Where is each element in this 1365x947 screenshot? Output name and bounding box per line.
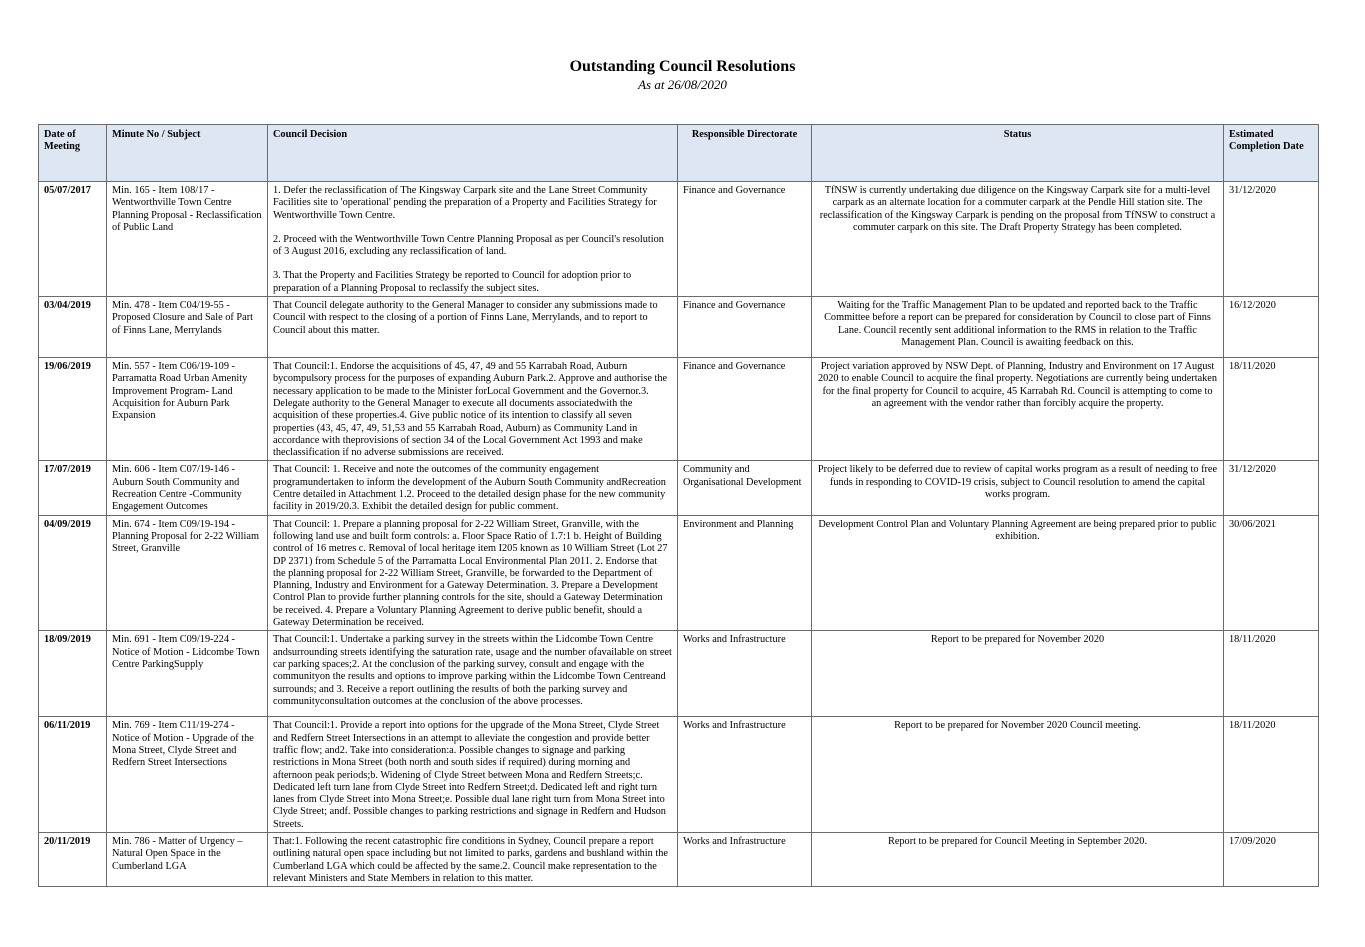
- cell-completion: 18/11/2020: [1224, 358, 1319, 461]
- cell-completion: 31/12/2020: [1224, 182, 1319, 297]
- cell-decision: That Council: 1. Prepare a planning proposal for 2-22 William Street, Granville, with the following land use and built form controls: a. Floor Space Ratio of 1.7:1 b. Height of Building control of 16 metres c. Removal of local heritage item I205 known as 10 William Street (Lot 27 DP 2371) from Schedule 5 of the Parramatta Local Environmental Plan 2011. 2. Endorse that the planning proposal for 2-22 William Street, Granville, be forwarded to the Department of Planning, Industry and Environment for a Gateway Determination. 3. Prepare a Development Control Plan to provide further planning controls for the site, should a Gateway Determination be received. 4. Prepare a Voluntary Planning Agreement to derive public benefit, should a Gateway Determination be received.: [268, 515, 678, 631]
- cell-date: 17/07/2019: [39, 461, 107, 515]
- table-row: [39, 832, 1319, 886]
- cell-completion: 16/12/2020: [1224, 297, 1319, 358]
- cell-completion: 18/11/2020: [1224, 631, 1319, 717]
- cell-decision: That Council:1. Endorse the acquisitions of 45, 47, 49 and 55 Karrabah Road, Auburn bycompulsory process for the purposes of expanding Auburn Park.2. Approve and authorise the necessary application to be made to the Minister forLocal Government and the Governor.3. Delegate authority to the General Manager to execute all documents associatedwith the acquisition of these properties.4. Give public notice of its intention to classify all seven properties (43, 45, 47, 49, 51,53 and 55 Karrabah Road, Auburn) as Community Land in accordance with theprovisions of section 34 of the Local Government Act 1993 and make theclassification if no adverse submissions are received.: [268, 358, 678, 461]
- page-subtitle: As at 26/08/2020: [638, 77, 727, 92]
- cell-completion: 31/12/2020: [1224, 461, 1319, 515]
- cell-completion: 17/09/2020: [1224, 832, 1319, 886]
- cell-subject: Min. 557 - Item C06/19-109 - Parramatta Road Urban Amenity Improvement Program- Land Acquisition for Auburn Park Expansion: [107, 358, 268, 461]
- header-date: Date of Meeting: [39, 125, 107, 182]
- cell-directorate: Environment and Planning: [678, 515, 812, 631]
- table-row: [39, 358, 1319, 461]
- cell-decision: That Council:1. Undertake a parking survey in the streets within the Lidcombe Town Centre andsurrounding streets identifying the saturation rate, usage and the number ofavailable on street car parking spaces;2. At the conclusion of the parking survey, consult and engage with the communityon the results and options to improve parking within the Lidcombe Town Centreand surrounds; and 3. Receive a report outlining the results of both the parking survey and communityconsultation outcomes at the conclusion of the above processes.: [268, 631, 678, 717]
- cell-directorate: Community and Organisational Development: [678, 461, 812, 515]
- cell-status: TfNSW is currently undertaking due diligence on the Kingsway Carpark site for a multi-level carpark as an alternate location for a commuter carpark at the Pendle Hill station site. The reclassification of the Kingsway Carpark is pending on the proposal from TfNSW to construct a commuter carpark on this site. The Draft Property Strategy has been completed.: [812, 182, 1224, 297]
- header-subject: Minute No / Subject: [107, 125, 268, 182]
- cell-date: 06/11/2019: [39, 717, 107, 833]
- table-header-row: [39, 125, 1319, 182]
- cell-subject: Min. 674 - Item C09/19-194 - Planning Proposal for 2-22 William Street, Granville: [107, 515, 268, 631]
- cell-directorate: Works and Infrastructure: [678, 631, 812, 717]
- page-title: Outstanding Council Resolutions: [569, 58, 796, 75]
- decision-paragraph: 1. Defer the reclassification of The Kingsway Carpark site and the Lane Street Community Facilities site to 'operational' pending the preparation of a Property and Facilities Strategy for Wentworthville Town Centre.: [273, 185, 657, 221]
- decision-paragraph: 3. That the Property and Facilities Strategy be reported to Council for adoption prior to preparation of a Planning Proposal to reclassify the subject sites.: [273, 270, 632, 294]
- decision-paragraph: 2. Proceed with the Wentworthville Town Centre Planning Proposal as per Council's resolution of 3 August 2016, excluding any reclassification of land.: [273, 233, 664, 258]
- cell-status: Report to be prepared for Council Meeting in September 2020.: [812, 832, 1224, 886]
- cell-status: Project likely to be deferred due to review of capital works program as a result of needing to free funds in responding to COVID-19 crisis, subject to Council resolution to amend the capital works program.: [812, 461, 1224, 515]
- table-row: [39, 631, 1319, 717]
- cell-status: Project variation approved by NSW Dept. of Planning, Industry and Environment on 17 August 2020 to enable Council to acquire the final property. Negotiations are currently being undertaken for the final property for Council to acquire, 45 Karrabah Rd. Council is attempting to come to an agreement with the vendor rather than forcibly acquire the property.: [812, 358, 1224, 461]
- cell-date: 18/09/2019: [39, 631, 107, 717]
- cell-status: Development Control Plan and Voluntary Planning Agreement are being prepared prior to public exhibition.: [812, 515, 1224, 631]
- cell-decision: That:1. Following the recent catastrophic fire conditions in Sydney, Council prepare a report outlining natural open space including but not limited to parks, gardens and bushland within the Cumberland LGA which could be affected by the same.2. Council make representation to the relevant Ministers and State Members in relation to this matter.: [268, 832, 678, 886]
- resolutions-table: [38, 124, 1319, 887]
- cell-status: Report to be prepared for November 2020 Council meeting.: [812, 717, 1224, 833]
- cell-decision: That Council:1. Provide a report into options for the upgrade of the Mona Street, Clyde Street and Redfern Street Intersections in an attempt to alleviate the congestion and provide better traffic flow; and2. Take into consideration:a. Possible changes to signage and parking restrictions in Mona Street (both north and south sides if required) during morning and afternoon peak periods;b. Widening of Clyde Street between Mona and Redfern Streets;c. Dedicated left turn lane from Clyde Street into Redfern Street;d. Dedicated left and right turn lanes from Clyde Street into Mona Street;e. Possible dual lane right turn from Mona Street into Clyde Street; andf. Possible changes to parking restrictions and signage in Redfern and Hudson Streets.: [268, 717, 678, 833]
- header-decision: Council Decision: [268, 125, 678, 182]
- table-row: [39, 297, 1319, 358]
- table-row: [39, 461, 1319, 515]
- cell-completion: 18/11/2020: [1224, 717, 1319, 833]
- cell-date: 20/11/2019: [39, 832, 107, 886]
- cell-directorate: Finance and Governance: [678, 358, 812, 461]
- cell-date: 05/07/2017: [39, 182, 107, 297]
- cell-status: Waiting for the Traffic Management Plan to be updated and reported back to the Traffic Committee before a report can be prepared for consideration by Council to close part of Finns Lane. Council recently sent additional information to the RMS in relation to the Traffic Management Plan. Council is awaiting feedback on this.: [812, 297, 1224, 358]
- table-row: [39, 182, 1319, 297]
- table-row: [39, 515, 1319, 631]
- cell-decision: [268, 182, 678, 297]
- cell-subject: Min. 769 - Item C11/19-274 - Notice of Motion - Upgrade of the Mona Street, Clyde Street and Redfern Street Intersections: [107, 717, 268, 833]
- cell-directorate: Works and Infrastructure: [678, 717, 812, 833]
- cell-subject: Min. 786 - Matter of Urgency – Natural Open Space in the Cumberland LGA: [107, 832, 268, 886]
- cell-date: 19/06/2019: [39, 358, 107, 461]
- cell-subject: Min. 165 - Item 108/17 - Wentworthville Town Centre Planning Proposal - Reclassification of Public Land: [107, 182, 268, 297]
- cell-subject: Min. 478 - Item C04/19-55 - Proposed Closure and Sale of Part of Finns Lane, Merrylands: [107, 297, 268, 358]
- cell-decision: That Council: 1. Receive and note the outcomes of the community engagement programundertaken to inform the development of the Auburn South Community andRecreation Centre detailed in Attachment 1.2. Proceed to the detailed design phase for the new community facility in 2019/20.3. Exhibit the detailed design for public comment.: [268, 461, 678, 515]
- header-directorate: Responsible Directorate: [678, 125, 812, 182]
- cell-date: 03/04/2019: [39, 297, 107, 358]
- cell-subject: Min. 606 - Item C07/19-146 - Auburn South Community and Recreation Centre -Community Engagement Outcomes: [107, 461, 268, 515]
- cell-directorate: Finance and Governance: [678, 182, 812, 297]
- cell-decision: That Council delegate authority to the General Manager to consider any submissions made to Council with respect to the closing of a portion of Finns Lane, Merrylands, and to report to Council about this matter.: [268, 297, 678, 358]
- cell-date: 04/09/2019: [39, 515, 107, 631]
- header-status: Status: [812, 125, 1224, 182]
- cell-directorate: Finance and Governance: [678, 297, 812, 358]
- cell-subject: Min. 691 - Item C09/19-224 - Notice of Motion - Lidcombe Town Centre ParkingSupply: [107, 631, 268, 717]
- cell-completion: 30/06/2021: [1224, 515, 1319, 631]
- cell-status: Report to be prepared for November 2020: [812, 631, 1224, 717]
- header-completion: Estimated Completion Date: [1224, 125, 1319, 182]
- table-row: [39, 717, 1319, 833]
- cell-directorate: Works and Infrastructure: [678, 832, 812, 886]
